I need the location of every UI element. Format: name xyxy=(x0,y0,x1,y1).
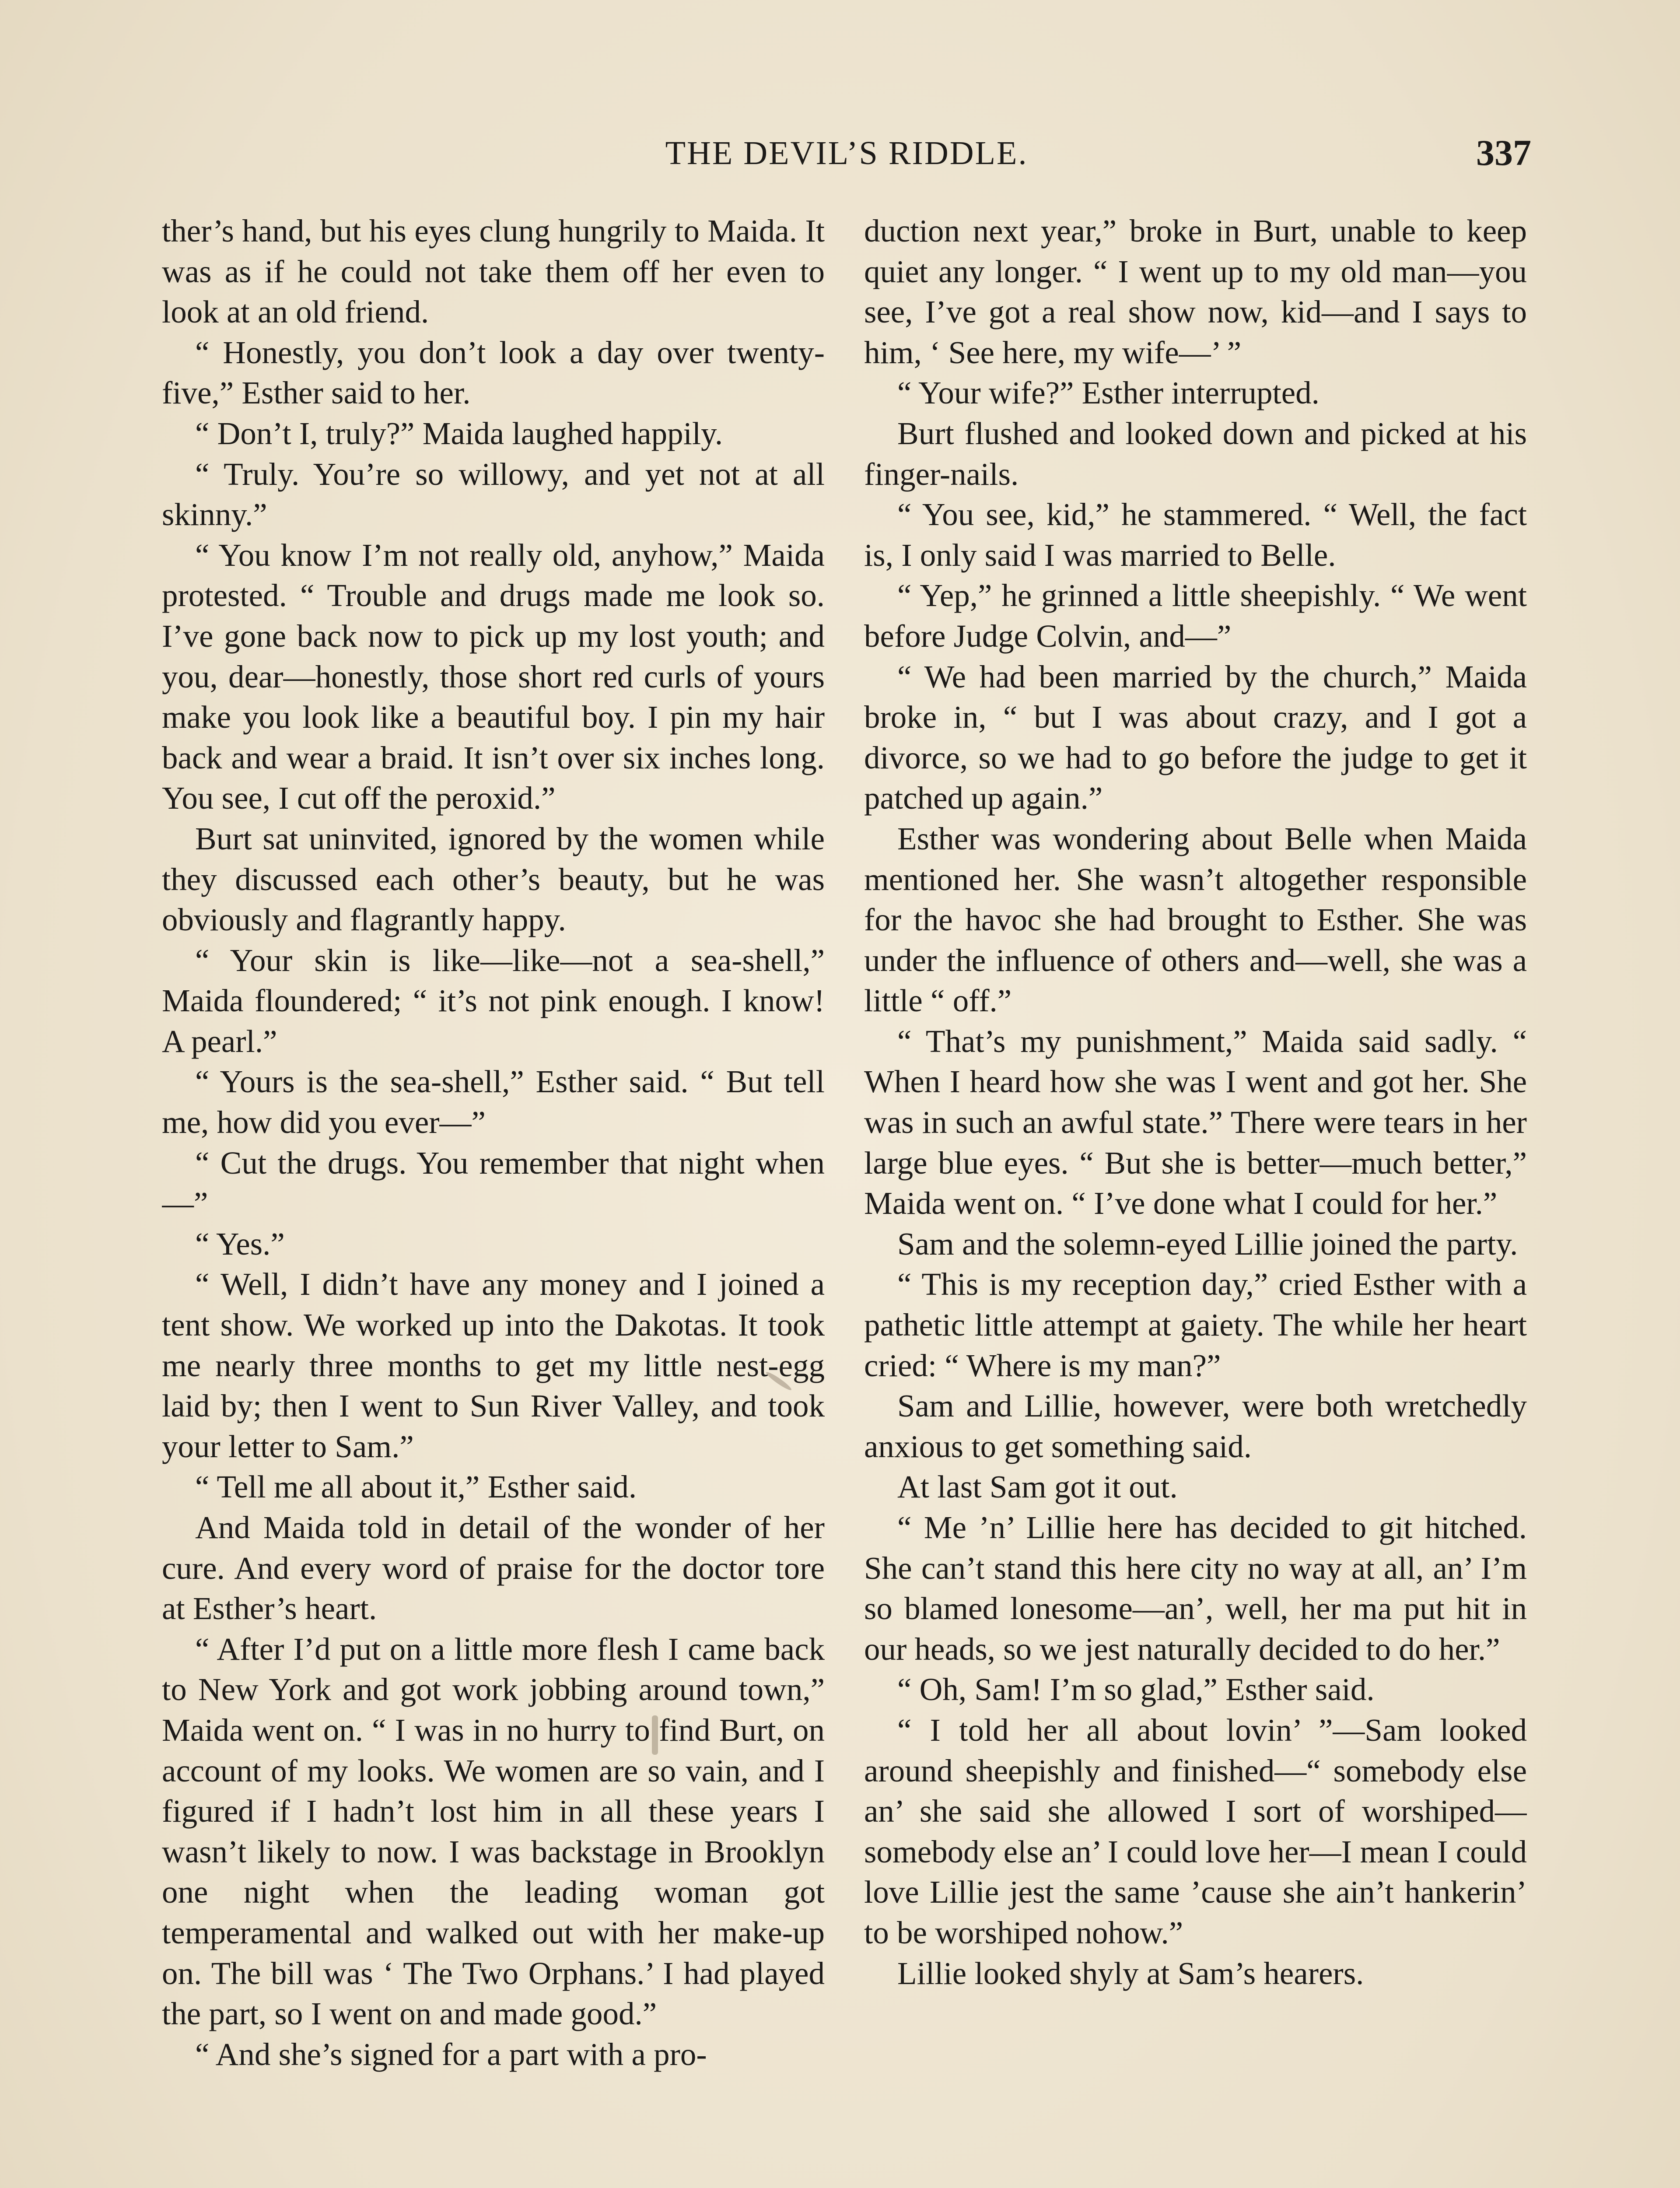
paragraph: “ Oh, Sam! I’m so glad,” Esther said. xyxy=(897,1672,1375,1708)
paragraph: “ You see, kid,” he stammered. “ Well, the fact is, I only said I was married to Belle. xyxy=(864,497,1527,573)
paragraph: “ I told her all about lovin’ ”—Sam looked around sheepishly and finished—“ somebody else an’ she said she allowed I sort of worshiped—somebody else an’ I could love her—I mean I could love Lillie jest the same ’cause she ain’t hankerin’ to be worshiped nohow.” xyxy=(864,1712,1527,1950)
paragraph: “ Me ’n’ Lillie here has decided to git hitched. She can’t stand this here city no way at all, an’ I’m so blamed lonesome—an’, well, her ma put hit in our heads, so we jest naturally decided to do her.” xyxy=(864,1510,1527,1667)
paragraph: “ Your wife?” Esther interrupted. xyxy=(897,375,1320,411)
paragraph: Sam and Lillie, however, were both wretchedly anxious to get something said. xyxy=(864,1388,1527,1464)
paragraph: At last Sam got it out. xyxy=(897,1469,1178,1505)
paragraph: “ And she’s signed for a part with a pro- xyxy=(195,2036,707,2072)
paragraph: “ Don’t I, truly?” Maida laughed happily. xyxy=(195,415,723,451)
paragraph: “ Tell me all about it,” Esther said. xyxy=(195,1469,637,1505)
paragraph: “ Well, I didn’t have any money and I joined a tent show. We worked up into the Dakotas. It took me nearly three months to get my little nest-egg laid by; then I went to Sun River Valley, and took your letter to Sam.” xyxy=(162,1266,825,1464)
paragraph: duction next year,” broke in Burt, unable to keep quiet any longer. “ I went up to my old man—you see, I’ve got a real show now, kid—and I says to him, ‘ See here, my wife—’ ” xyxy=(864,213,1527,370)
paragraph: And Maida told in detail of the wonder of her cure. And every word of praise for the doctor tore at Esther’s heart. xyxy=(162,1510,825,1627)
paragraph: “ Honestly, you don’t look a day over twenty-five,” Esther said to her. xyxy=(162,334,825,411)
paragraph: “ Yours is the sea-shell,” Esther said. “ But tell me, how did you ever—” xyxy=(162,1064,825,1140)
paragraph: “ You know I’m not really old, anyhow,” Maida protested. “ Trouble and drugs made me look so. I’ve gone back now to pick up my lost youth; and you, dear—honestly, those short red curls of yours make you look like a beautiful boy. I pin my hair back and wear a braid. It isn’t over six inches long. You see, I cut off the peroxid.” xyxy=(162,537,825,816)
paragraph: “ After I’d put on a little more flesh I came back to New York and got work jobbing around town,” Maida went on. “ I was in no hurry to find Burt, on account of my looks. We women are so vain, and I figured if I hadn’t lost him in all these years I wasn’t likely to now. I was backstage in Brooklyn one night when the leading woman got temperamental and walked out with her make-up on. The bill was ‘ The Two Orphans.’ I had played the part, so I went on and made good.” xyxy=(162,1631,825,2032)
running-header xyxy=(162,131,1531,184)
paper-blemish xyxy=(652,1715,658,1755)
paragraph: “ Your skin is like—like—not a sea-shell,” Maida floundered; “ it’s not pink enough. I know! A pearl.” xyxy=(162,942,825,1059)
running-title: THE DEVIL’S RIDDLE. xyxy=(665,135,1028,172)
paragraph: “ Truly. You’re so willowy, and yet not at all skinny.” xyxy=(162,456,825,533)
paragraph: Lillie looked shyly at Sam’s hearers. xyxy=(897,1955,1364,1991)
paragraph: “ We had been married by the church,” Maida broke in, “ but I was about crazy, and I got a divorce, so we had to go before the judge to get it patched up again.” xyxy=(864,659,1527,816)
paragraph: Burt sat uninvited, ignored by the women while they discussed each other’s beauty, but he was obviously and flagrantly happy. xyxy=(162,820,825,938)
paragraph: ther’s hand, but his eyes clung hungrily to Maida. It was as if he could not take them off her even to look at an old friend. xyxy=(162,213,825,330)
paragraph: Esther was wondering about Belle when Maida mentioned her. She wasn’t altogether responsible for the havoc she had brought to Esther. She was under the influence of others and—well, she was a little “ off.” xyxy=(864,820,1527,1019)
paragraph: “ This is my reception day,” cried Esther with a pathetic little attempt at gaiety. The while her heart cried: “ Where is my man?” xyxy=(864,1266,1527,1383)
paragraph: Burt flushed and looked down and picked at his finger-nails. xyxy=(864,415,1527,492)
text-column-right xyxy=(864,211,1527,2188)
paragraph: Sam and the solemn-eyed Lillie joined the party. xyxy=(897,1226,1518,1262)
page-number: 337 xyxy=(1476,133,1531,173)
paragraph: “ Yep,” he grinned a little sheepishly. “ We went before Judge Colvin, and—” xyxy=(864,578,1527,654)
paragraph: “ Yes.” xyxy=(195,1226,285,1262)
paragraph: “ That’s my punishment,” Maida said sadly. “ When I heard how she was I went and got her. She was in such an awful state.” There were tears in her large blue eyes. “ But she is better—much better,” Maida went on. “ I’ve done what I could for her.” xyxy=(864,1023,1527,1221)
paragraph: “ Cut the drugs. You remember that night when—” xyxy=(162,1145,825,1221)
text-column-left xyxy=(162,211,825,2188)
